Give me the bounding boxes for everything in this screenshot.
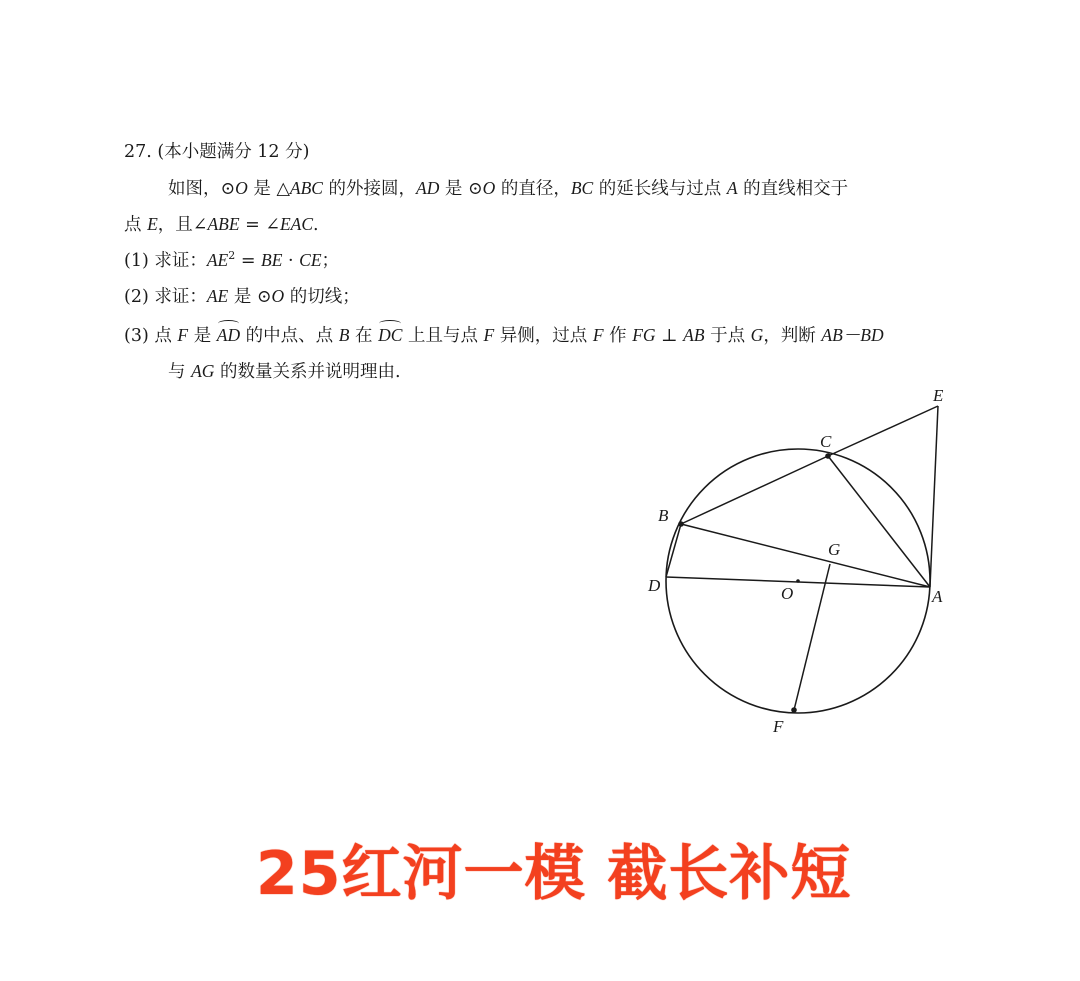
circle-o: O bbox=[235, 178, 248, 198]
text: 是 △ bbox=[247, 179, 290, 199]
label-c: C bbox=[820, 432, 832, 451]
label-o: O bbox=[781, 584, 794, 603]
segment-ae: AE bbox=[206, 250, 229, 270]
text: . bbox=[313, 215, 319, 235]
segment-fg: FG bbox=[632, 325, 656, 345]
question-1 bbox=[124, 247, 339, 272]
text: · bbox=[282, 251, 300, 271]
segment-ce bbox=[828, 406, 938, 456]
segment-ea bbox=[930, 406, 938, 587]
question-3-line-1 bbox=[124, 322, 884, 347]
segment-ad: AD bbox=[416, 178, 440, 198]
label-g: G bbox=[828, 540, 841, 559]
exponent: 2 bbox=[228, 249, 236, 263]
text: 在 bbox=[349, 326, 379, 346]
text: (3) 点 bbox=[124, 326, 178, 346]
text: 是 ⊙ bbox=[439, 179, 483, 199]
angle-eac: EAC bbox=[279, 214, 314, 234]
segment-ba bbox=[681, 524, 930, 587]
point-b-dot bbox=[678, 521, 684, 527]
circle-o: O bbox=[482, 178, 496, 198]
text: 于点 bbox=[704, 326, 751, 346]
text: 的外接圆， bbox=[322, 179, 417, 199]
text: ，判断 bbox=[763, 326, 822, 346]
segment-ce: CE bbox=[299, 250, 322, 270]
point-a: A bbox=[726, 178, 738, 198]
segment-ca bbox=[828, 456, 930, 587]
label-d: D bbox=[648, 576, 661, 595]
text: 点 bbox=[124, 215, 148, 235]
text: 的直径， bbox=[495, 179, 571, 199]
arc-ad: AD bbox=[216, 325, 241, 345]
segment-fg bbox=[794, 564, 830, 710]
point-c-dot bbox=[825, 453, 831, 459]
problem-header: 27. (本小题满分 12 分) bbox=[124, 142, 310, 162]
point-f: F bbox=[177, 325, 189, 345]
label-a: A bbox=[932, 587, 943, 606]
point-e: E bbox=[147, 214, 158, 234]
text: 上且与点 bbox=[402, 326, 484, 346]
stem-line-2 bbox=[124, 211, 319, 236]
text: 的切线； bbox=[284, 287, 360, 307]
text: ； bbox=[321, 251, 340, 271]
segment-bc: BC bbox=[570, 178, 594, 198]
segment-ag: AG bbox=[191, 361, 215, 381]
point-f: F bbox=[592, 325, 604, 345]
angle-abe: ABE bbox=[207, 214, 240, 234]
question-3-line-2 bbox=[168, 358, 401, 383]
text: 的直线相交于 bbox=[737, 179, 849, 199]
text: 如图，⊙ bbox=[168, 179, 236, 199]
point-f-dot bbox=[791, 707, 797, 713]
segment-ab: AB bbox=[683, 325, 705, 345]
stem-line-1 bbox=[168, 175, 848, 200]
text: = bbox=[235, 251, 262, 271]
headline-caption: 25红河一模 截长补短 bbox=[256, 839, 852, 909]
text: (1) 求证： bbox=[124, 251, 207, 271]
geometry-figure bbox=[620, 370, 980, 750]
text: 的延长线与过点 bbox=[593, 179, 727, 199]
point-o-dot bbox=[796, 579, 800, 583]
text: 是 bbox=[188, 326, 217, 346]
text: (2) 求证： bbox=[124, 287, 207, 307]
text: ⊥ bbox=[655, 326, 684, 346]
text: 是 ⊙ bbox=[228, 287, 272, 307]
triangle-abc: ABC bbox=[289, 178, 323, 198]
text: 的数量关系并说明理由. bbox=[214, 362, 401, 382]
text: 与 bbox=[168, 362, 192, 382]
segment-bd bbox=[666, 524, 681, 577]
label-b: B bbox=[658, 506, 669, 525]
text: 的中点、点 bbox=[240, 326, 339, 346]
label-f: F bbox=[773, 717, 784, 736]
segment-be: BE bbox=[261, 250, 283, 270]
question-2 bbox=[124, 283, 360, 308]
label-e: E bbox=[933, 386, 944, 405]
text: = ∠ bbox=[239, 215, 280, 235]
segment-ae: AE bbox=[206, 286, 229, 306]
point-g: G bbox=[750, 325, 764, 345]
expression-ab-bd: AB－BD bbox=[821, 325, 884, 345]
point-b: B bbox=[338, 325, 350, 345]
circle-o: O bbox=[271, 286, 285, 306]
text: 异侧，过点 bbox=[494, 326, 593, 346]
point-f: F bbox=[483, 325, 495, 345]
text: 作 bbox=[603, 326, 633, 346]
arc-dc: DC bbox=[378, 325, 403, 345]
text: ，且∠ bbox=[157, 215, 208, 235]
